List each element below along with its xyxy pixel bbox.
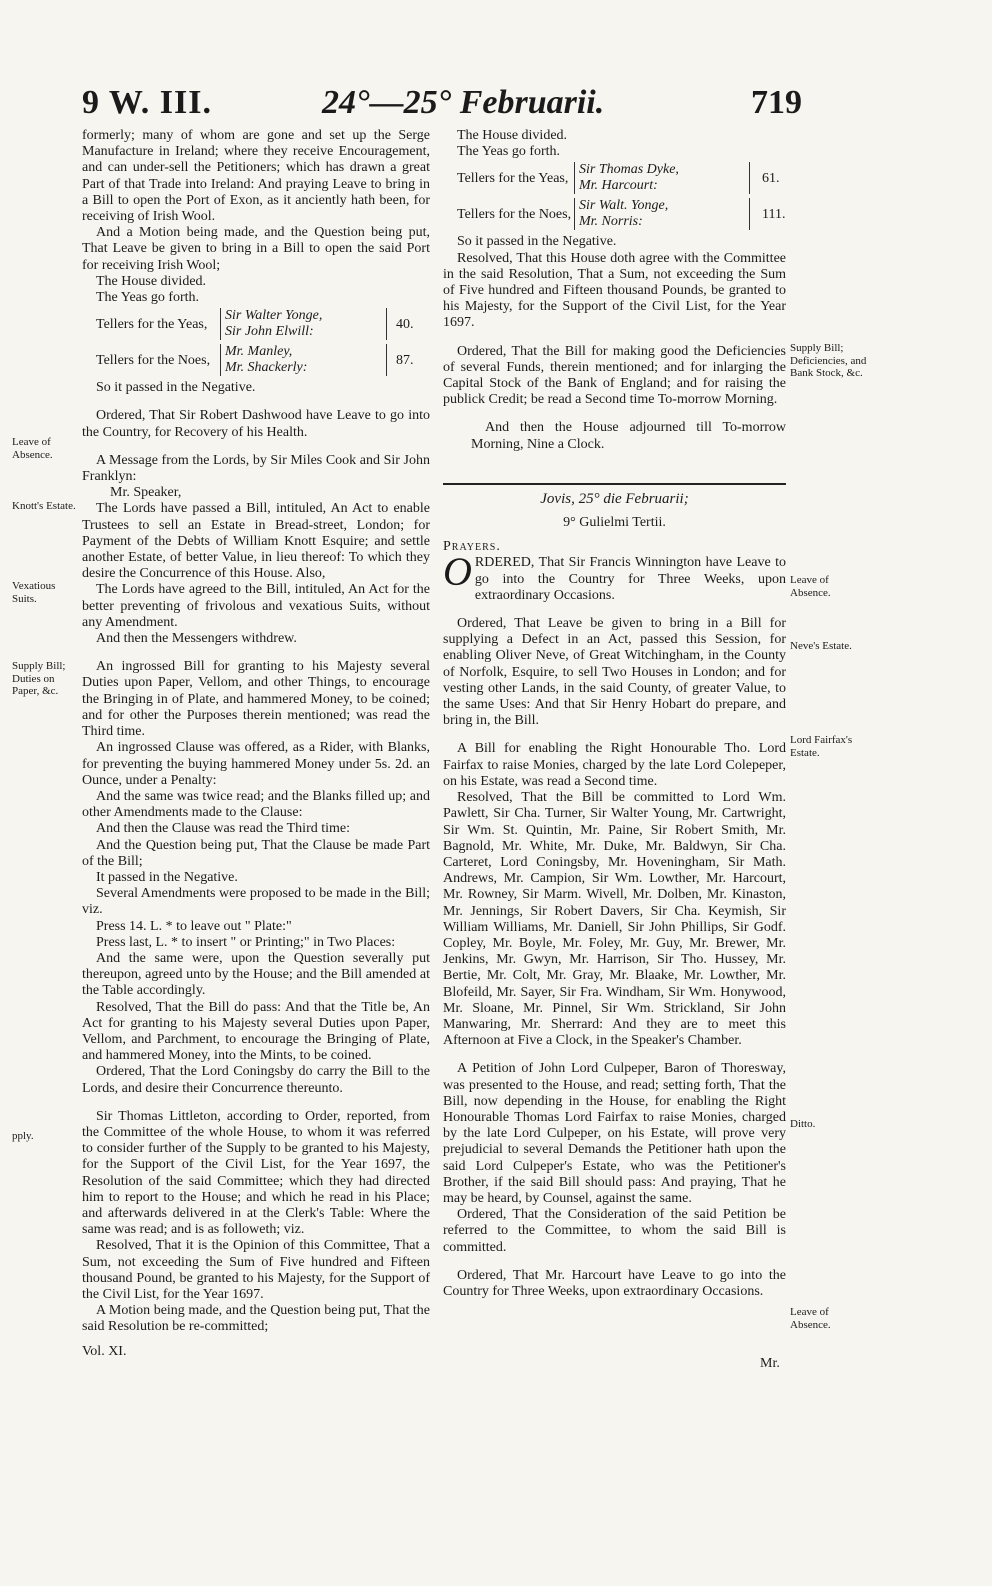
margin-note-leave-1: Leave of Absence.	[790, 574, 831, 599]
tellers-label: Tellers for the Yeas,	[96, 317, 208, 333]
right-column	[443, 128, 786, 1300]
paragraph: Ordered, That Mr. Harcourt have Leave to go into the Country for Three Weeks, upon extraordinary Occasions.	[443, 1267, 786, 1299]
margin-note-ditto: Ditto.	[790, 1118, 816, 1130]
margin-note-pply: pply.	[12, 1130, 34, 1142]
margin-note-supply-bill: Supply Bill; Deficiencies, and Bank Stock, &c.	[790, 342, 867, 379]
salutation: Mr. Speaker,	[110, 485, 182, 501]
header-dates: 24°—25° Februarii.	[322, 84, 605, 121]
regnal-subheading: 9° Gulielmi Tertii.	[563, 515, 666, 531]
paragraph: Resolved, That it is the Opinion of this Committee, That a Sum, not exceeding the Sum of Five hundred and Fifteen thousand Pound, be granted to his Majesty, for the Support of the Civil List, for the Year 1697.	[82, 1238, 430, 1302]
division-line: The House divided.	[457, 128, 568, 143]
paragraph: A Motion being made, and the Question being put, That the said Resolution be re-committed;	[82, 1303, 430, 1335]
tellers-yeas	[457, 162, 786, 196]
teller-name: Mr. Harcourt:	[579, 178, 658, 194]
drop-cap: O	[443, 549, 472, 595]
paragraph: The Lords have agreed to the Bill, intituled, An Act for the better preventing of frivolous and vexatious Suits, without any Amendment.	[82, 582, 430, 630]
yeas-forth: The Yeas go forth.	[96, 290, 200, 306]
margin-note-fairfax: Lord Fairfax's Estate.	[790, 734, 853, 759]
tellers-yeas	[96, 308, 430, 342]
tellers-names	[574, 198, 668, 230]
teller-name: Mr. Shackerly:	[225, 360, 308, 376]
paragraph: And the same was twice read; and the Blanks filled up; and other Amendments made to the Clause:	[82, 788, 430, 821]
teller-name: Sir Walter Yonge,	[225, 308, 323, 324]
paragraph: Resolved, That this House doth agree with the Committee in the said Resolution, That a Sum, not exceeding the Sum of Five hundred and Fifteen thousand Pounds, be granted to his Majesty, for the Support of the Civil List, for the Year 1697.	[443, 250, 786, 331]
paragraph: Several Amendments were proposed to be made in the Bill; viz.	[82, 886, 430, 918]
paragraph: And then the Clause was read the Third time:	[96, 821, 351, 837]
result-line: So it passed in the Negative.	[96, 380, 256, 396]
paragraph: Ordered, That the Bill for making good the Deficiencies of several Funds, therein mentioned; and for inlarging the Capital Stock of the Bank of England; and for raising the publick Credit; be read a Second time To-morrow Morning.	[443, 343, 786, 408]
regnal-year: 9 W. III.	[82, 84, 212, 121]
paragraph: Sir Thomas Littleton, according to Order, reported, from the Committee of the whole House, to whom it was referred to consider further of the Supply to be granted to his Majesty, for the Support of the Civil List, for the Year 1697, the Resolution of the said Committee; which they had directed him to report to the House; and which he read in his Place; and afterwards delivered in at the Clerk's Table: Where the same was read; and is as followeth; viz.	[82, 1108, 430, 1238]
margin-note-supply: Supply Bill; Duties on Paper, &c.	[12, 660, 66, 697]
tellers-names	[574, 162, 679, 194]
paragraph: A Petition of John Lord Culpeper, Baron of Thoresway, was presented to the House, and read; setting forth, That the Bill, now depending in the House, for enabling the Right Honourable Thomas Lord Fairfax to raise Monies, charged by the late Lord Culpeper, on his Estate, will prove very prejudicial to several Demands the Petitioner hath upon the said Lord Culpeper's Estate, who was the Petitioner's Brother, if the said Bill should pass: And praying, That he may be heard, by Counsel, against the same.	[443, 1061, 786, 1206]
teller-name: Mr. Norris:	[579, 214, 643, 230]
margin-note-leave-2: Leave of Absence.	[790, 1306, 831, 1331]
brace	[743, 162, 750, 194]
paragraph: Ordered, That Sir Robert Dashwood have Leave to go into the Country, for Recovery of his Health.	[82, 408, 430, 440]
result-line: So it passed in the Negative.	[457, 234, 617, 250]
adjournment: And then the House adjourned till To-morrow Morning, Nine a Clock.	[471, 420, 786, 452]
vote-count: 61.	[762, 171, 780, 187]
paragraph: And the same were, upon the Question severally put thereupon, agreed unto by the House; and the Bill amended at the Table accordingly.	[82, 950, 430, 999]
tellers-noes	[457, 198, 786, 232]
volume-number: Vol. XI.	[82, 1344, 127, 1359]
paragraph: formerly; many of whom are gone and set up the Serge Manufacture in Ireland; where they receive Encouragement, and can under-sell the Petitioners; which has drawn a great Part of that Trade into Ireland: And praying Leave to bring in a Bill to open the Port of Exon, as it anciently hath been, for receiving of Irish Wool.	[82, 128, 430, 225]
tellers-label: Tellers for the Yeas,	[457, 171, 569, 187]
paragraph: A Bill for enabling the Right Honourable Tho. Lord Fairfax to raise Monies, charged by the late Lord Colepeper, on his Estate, was read a Second time.	[443, 741, 786, 789]
margin-note-vexatious: Vexatious Suits.	[12, 580, 56, 605]
prayers-heading: Prayers.	[443, 539, 501, 555]
sitting-date: Jovis, 25° die Februarii;	[540, 490, 689, 507]
paragraph: It passed in the Negative.	[96, 869, 238, 885]
page-number: 719	[751, 84, 802, 121]
margin-note-neve: Neve's Estate.	[790, 640, 852, 652]
paragraph: And a Motion being made, and the Question being put, That Leave be given to bring in a Bill to open the said Port for receiving Irish Wool;	[82, 225, 430, 273]
brace	[380, 308, 387, 340]
tellers-label: Tellers for the Noes,	[457, 207, 572, 223]
catchword: Mr.	[760, 1356, 780, 1371]
paragraph-text: RDERED, That Sir Francis Winnington have Leave to go into the Country for Three Weeks, upon extraordinary Occasions.	[474, 555, 786, 603]
spacer	[443, 453, 786, 491]
paragraph: And the Question being put, That the Clause be made Part of the Bill;	[82, 837, 430, 869]
paragraph: Press 14. L. * to leave out " Plate:"	[96, 918, 292, 934]
tellers-label: Tellers for the Noes,	[96, 353, 211, 369]
left-column	[82, 128, 430, 1336]
paragraph: A Message from the Lords, by Sir Miles Cook and Sir John Franklyn:	[82, 452, 430, 485]
paragraph: Ordered, That Leave be given to bring in a Bill for supplying a Defect in an Act, passed this Session, for enabling Oliver Neve, of Great Witchingham, in the County of Norfolk, Esquire, to sell Two Houses in London; and for vesting other Lands, in the said County, of greater Value, to the same Uses: And that Sir Henry Hobart do prepare, and bring in, the Bill.	[443, 616, 786, 729]
tellers-noes	[96, 344, 430, 378]
paragraph: Press last, L. * to insert " or Printing;" in Two Places:	[96, 934, 396, 950]
paragraph: An ingrossed Clause was offered, as a Rider, with Blanks, for preventing the buying hammered Money under 5s. 2d. an Ounce, under a Penalty:	[82, 740, 430, 788]
brace	[743, 198, 750, 230]
paragraph: An ingrossed Bill for granting to his Majesty several Duties upon Paper, Vellom, and other Things, to encourage the Bringing in of Plate, and hammered Money, to be coined; and for other the Purposes therein mentioned; was read the Third time.	[82, 659, 430, 740]
teller-name: Sir Thomas Dyke,	[579, 162, 679, 178]
vote-count: 40.	[396, 317, 414, 333]
teller-name: Sir Walt. Yonge,	[579, 198, 669, 214]
paragraph: The Lords have passed a Bill, intituled, An Act to enable Trustees to sell an Estate in Bread-street, London; for Payment of the Debts of William Knott Esquire; and settle another Estate, of better Value, in lieu thereof: To which they desire the Concurrence of this House. Also,	[82, 501, 430, 582]
paragraph: Ordered, That the Lord Coningsby do carry the Bill to the Lords, and desire their Concurrence thereunto.	[82, 1064, 430, 1096]
paragraph	[443, 549, 786, 604]
teller-name: Mr. Manley,	[225, 344, 293, 360]
margin-note-knott: Knott's Estate.	[12, 500, 76, 512]
tellers-names	[220, 308, 322, 340]
paragraph: And then the Messengers withdrew.	[96, 631, 297, 647]
margin-note-leave: Leave of Absence.	[12, 436, 53, 461]
vote-count: 111.	[762, 207, 786, 223]
running-header	[82, 84, 802, 128]
paragraph: Resolved, That the Bill do pass: And that the Title be, An Act for granting to his Majesty several Duties upon Paper, Vellom, and Parchment, to encourage the Bringing of Plate, and hammered Money, into the Mints, to be coined.	[82, 999, 430, 1064]
paragraph: Ordered, That the Consideration of the said Petition be referred to the Committee, to whom the said Bill is committed.	[443, 1207, 786, 1255]
paragraph: Resolved, That the Bill be committed to Lord Wm. Pawlett, Sir Cha. Turner, Sir Walter Young, Mr. Cartwright, Sir Wm. St. Quintin, Mr. Paine, Sir Robert Smith, Mr. Bagnold, Mr. White, Mr. Duke, Mr. Baldwyn, Sir Cha. Carteret, Lord Coningsby, Mr. Hoveningham, Sir Math. Andrews, Mr. Campion, Sir Wm. Lowther, Mr. Harcourt, Mr. Rowney, Sir Marm. Wivell, Mr. Dolben, Mr. Kinaston, Mr. Jennings, Sir Robert Davers, Sir Cha. Keymish, Sir William Williams, Mr. Daniell, Sir John Phillips, Sir Godf. Copley, Mr. Boyle, Mr. Foley, Mr. Guy, Mr. Brewer, Mr. Jenkins, Mr. Gwyn, Mr. Harrison, Sir Tho. Hussey, Mr. Bertie, Mr. Colt, Mr. Gray, Mr. Blaake, Mr. Lowther, Mr. Blofeild, Mr. Sayer, Sir Fra. Windham, Sir Wm. Honywood, Mr. Sloane, Mr. Pinnel, Sir Wm. Strickland, Sir John Manwaring, Mr. Sherrard: And they are to meet this Afternoon at Five a Clock, in the Speaker's Chamber.	[443, 790, 786, 1049]
brace	[380, 344, 387, 376]
vote-count: 87.	[396, 353, 414, 369]
division-line: The House divided.	[96, 273, 207, 289]
tellers-names	[220, 344, 307, 376]
section-divider	[443, 483, 786, 485]
yeas-forth: The Yeas go forth.	[457, 144, 561, 160]
teller-name: Sir John Elwill:	[225, 324, 314, 340]
